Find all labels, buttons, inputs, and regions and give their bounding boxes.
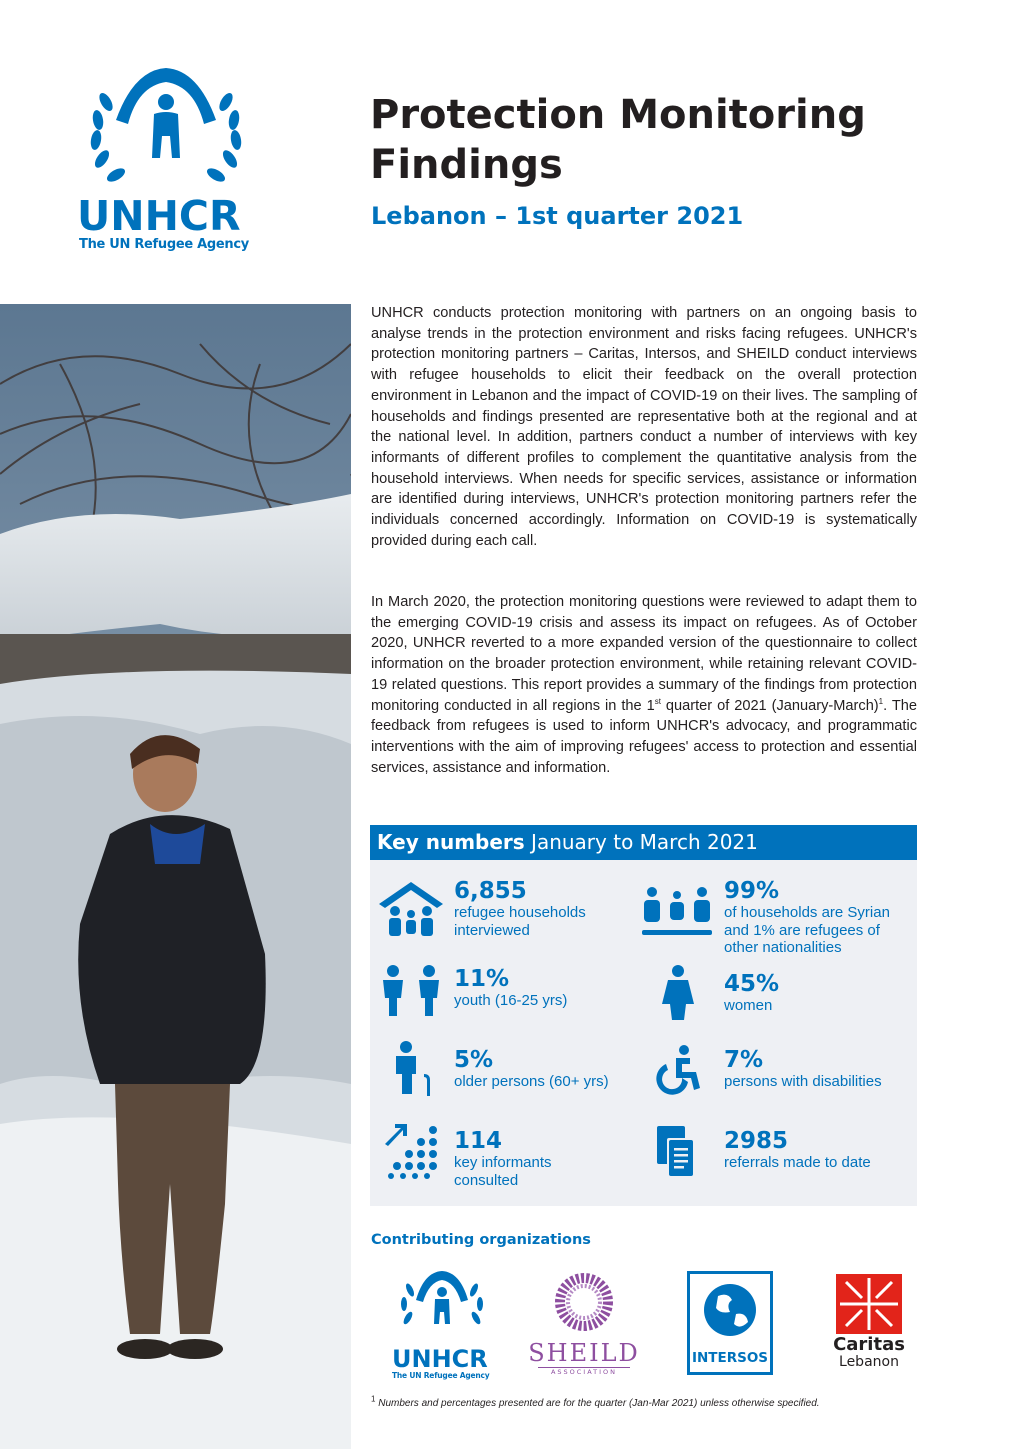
title-line-2: Findings: [370, 142, 563, 188]
sheild-logo-tagline: ASSOCIATION: [538, 1367, 630, 1376]
stat-value: 6,855: [454, 878, 527, 904]
intro-paragraph-2-part-b: quarter of 2021 (January-March): [660, 697, 879, 714]
title-line-1: Protection Monitoring: [370, 92, 866, 138]
sheild-logo: [528, 1270, 640, 1380]
stat-label: interviewed: [454, 921, 530, 939]
unhcr-partner-logo: [392, 1268, 492, 1378]
stat-value: 11%: [454, 966, 510, 992]
stat-label: referrals made to date: [724, 1154, 871, 1171]
households-icon: [377, 878, 445, 940]
stat-label: persons with disabilities: [724, 1073, 882, 1090]
page-subtitle: Lebanon – 1st quarter 2021: [371, 202, 744, 230]
intersos-logo: [687, 1271, 773, 1375]
key-numbers-heading-period: January to March 2021: [524, 830, 758, 854]
stat-label: women: [724, 997, 773, 1014]
stat-value: 7%: [724, 1047, 764, 1073]
cover-photo: [0, 304, 351, 1449]
youth-icon: [377, 964, 447, 1020]
intro-paragraph-1: UNHCR conducts protection monitoring with partners on an ongoing basis to analyse trends in the protection environment and risks facing refugees. UNHCR's protection monitoring partners – Caritas, Intersos, and SHEILD conduct interviews with refugee households to elicit their feedback on the overall protection environment in Lebanon and the impact of COVID-19 on their lives. The sampling of households and findings presented are representative both at the regional and at the national level. In addition, partners conduct a number of interviews with key informants of different profiles to complement the quantitative analysis from the household interviews. When needs for specific services, assistance or information are identified during interviews, UNHCR's protection monitoring partners refer the individuals concerned accordingly. Information on COVID-19 is systematically provided during each call.: [371, 305, 917, 549]
unhcr-logo-tagline: The UN Refugee Agency: [79, 237, 249, 252]
stat-value: 99%: [724, 878, 780, 904]
stat-key-informants: [454, 1128, 654, 1189]
footnote-text: Numbers and percentages presented are for the quarter (Jan-Mar 2021) unless otherwise specified.: [378, 1398, 820, 1409]
stat-nationality: [724, 878, 916, 957]
intro-paragraph-2: [371, 592, 917, 778]
key-numbers-heading-bold: Key numbers: [377, 830, 525, 854]
footnote-marker: 1: [371, 1394, 376, 1404]
unhcr-logo-word: UNHCR: [77, 192, 241, 240]
stat-value: 45%: [724, 971, 780, 997]
stat-label: key informants: [454, 1154, 552, 1171]
stat-value: 5%: [454, 1047, 494, 1073]
stat-label: youth (16-25 yrs): [454, 992, 568, 1009]
stat-label: refugee households: [454, 904, 586, 921]
caritas-logo-word: Caritas: [833, 1334, 905, 1355]
intersos-logo-word: INTERSOS: [691, 1350, 769, 1366]
stat-label: and 1% are refugees of: [724, 921, 880, 939]
key-informants-icon: [383, 1122, 441, 1180]
intro-paragraph-2-part-c: . The feedback from refugees is used to inform UNHCR's advocacy, and programmatic interventions with the aim of improving refugees' access to protection and essential services, assistance and information.: [371, 697, 918, 776]
stat-label: consulted: [454, 1171, 519, 1189]
stat-label: other nationalities: [724, 939, 842, 956]
stat-referrals: [724, 1128, 924, 1172]
woman-icon: [660, 964, 696, 1022]
stat-households: [454, 878, 654, 939]
stat-women: [724, 971, 924, 1015]
stat-older-persons: [454, 1047, 639, 1091]
stat-value: 2985: [724, 1128, 789, 1154]
key-numbers-header: [370, 825, 917, 860]
ordinal-suffix: st: [654, 696, 661, 706]
contributors-heading: Contributing organizations: [371, 1232, 591, 1248]
stat-youth: [454, 966, 654, 1010]
stat-label: older persons (60+ yrs): [454, 1073, 609, 1090]
sheild-logo-word: SHEILD: [528, 1339, 640, 1367]
wheelchair-icon: [650, 1044, 706, 1096]
unhcr-partner-tagline: The UN Refugee Agency: [392, 1371, 490, 1380]
page-title: [370, 90, 930, 190]
unhcr-partner-word: UNHCR: [392, 1345, 488, 1373]
intro-paragraph-2-part-a: In March 2020, the protection monitoring questions were reviewed to adapt them to the emerging COVID-19 crisis and assess its impact on refugees. As of October 2020, UNHCR reverted to a more expanded version of the questionnaire to collect information on the broader protection environment, while retaining relevant COVID-19 related questions. This report provides a summary of the findings from protection monitoring conducted in all regions in the 1: [371, 594, 917, 714]
caritas-logo: [824, 1272, 914, 1380]
footnote-ref: 1: [878, 696, 884, 706]
stat-label: of households are Syrian: [724, 904, 890, 921]
caritas-logo-sub: Lebanon: [839, 1353, 899, 1370]
documents-icon: [655, 1124, 699, 1180]
footnote: [371, 1394, 820, 1409]
stat-value: 114: [454, 1128, 503, 1154]
stat-disabilities: [724, 1047, 924, 1091]
elderly-icon: [390, 1040, 434, 1098]
